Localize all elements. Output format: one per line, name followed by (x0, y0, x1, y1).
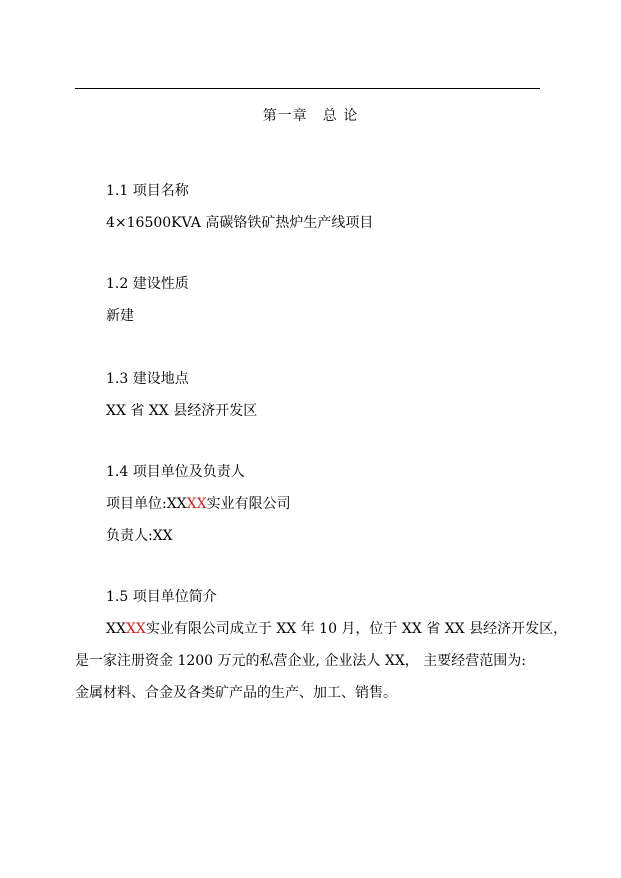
section-4-heading: 1.4 项目单位及负责人 (106, 464, 245, 480)
project-unit-line (106, 493, 291, 513)
project-unit-name-highlight: XX (186, 496, 207, 512)
section-3-heading: 1.3 建设地点 (106, 371, 189, 387)
project-unit-label: 项目单位: (106, 496, 167, 512)
intro-paragraph-line-3: 金属材料、合金及各类矿产品的生产、加工、销售。 (75, 685, 397, 701)
project-unit-name-suffix: 实业有限公司 (206, 496, 291, 512)
intro-paragraph-line-2: 是一家注册资金 1200 万元的私营企业, 企业法人 XX， 主要经营范围为: (75, 653, 526, 669)
responsible-person-label: 负责人: (106, 528, 153, 544)
chapter-title: 第一章 总 论 (262, 108, 359, 124)
project-unit-name-plain: XX (166, 496, 187, 512)
section-3-content: XX 省 XX 县经济开发区 (106, 403, 258, 419)
intro-line-1-text: 实业有限公司成立于 XX 年 10 月，位于 XX 省 XX 县经济开发区， (145, 621, 568, 637)
intro-company-plain: XX (106, 621, 126, 637)
section-5-heading: 1.5 项目单位简介 (106, 589, 217, 605)
section-1-heading: 1.1 项目名称 (106, 183, 189, 199)
intro-paragraph-line-1 (106, 618, 567, 638)
responsible-person-line (106, 525, 173, 545)
responsible-person-name: XX (152, 528, 173, 544)
header-rule (75, 88, 540, 89)
section-1-content: 4×16500KVA 高碳铬铁矿热炉生产线项目 (106, 215, 374, 231)
section-2-heading: 1.2 建设性质 (106, 276, 189, 292)
section-2-content: 新建 (106, 308, 134, 324)
intro-company-highlight: XX (125, 621, 146, 637)
